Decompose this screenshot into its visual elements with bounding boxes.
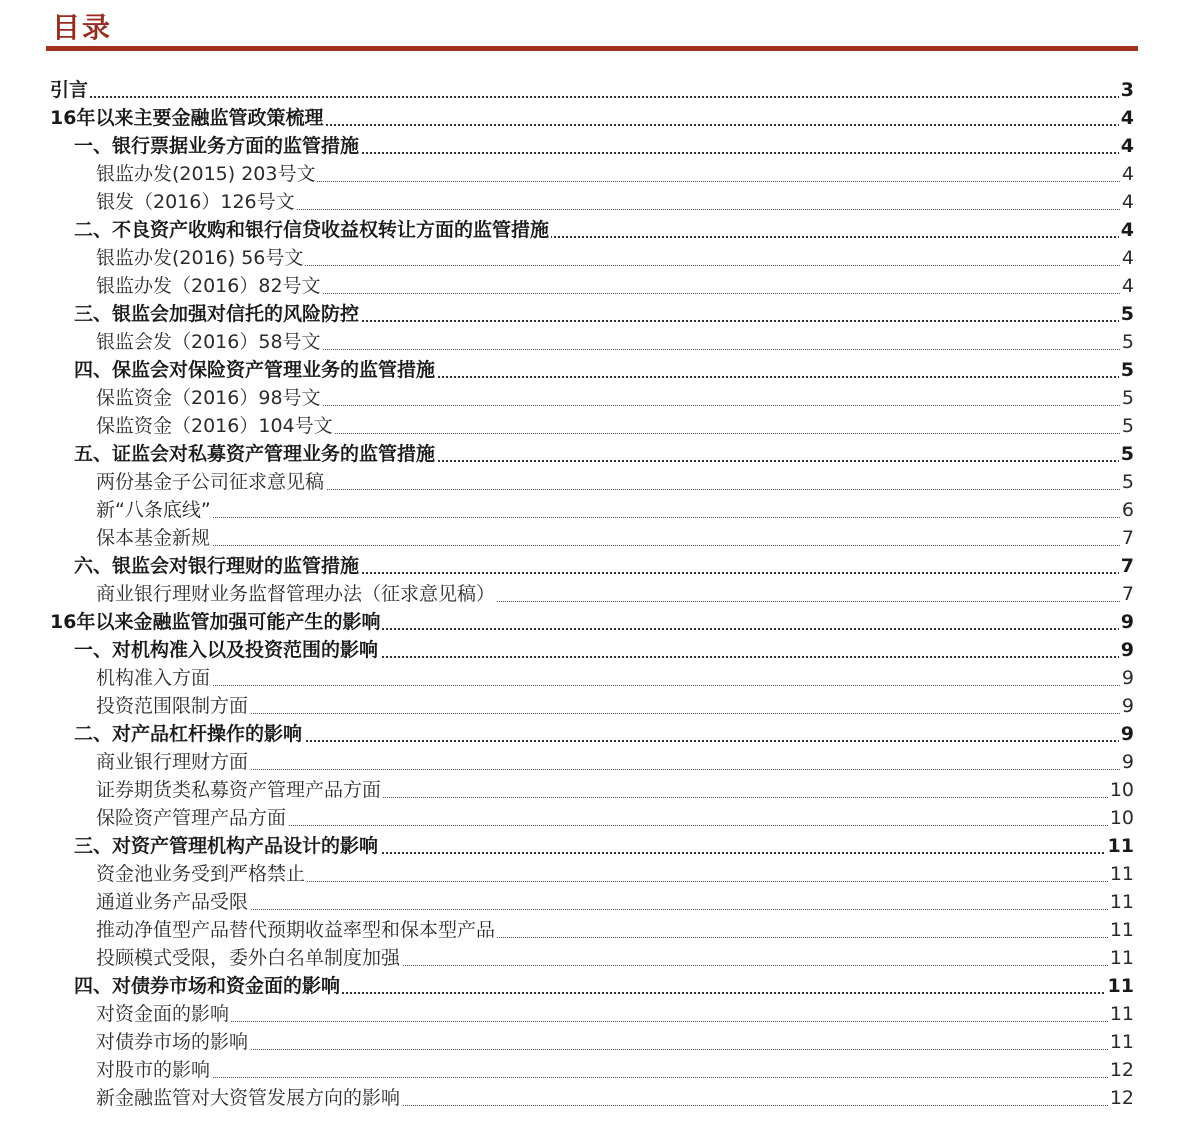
toc-entry[interactable] — [0, 244, 1180, 272]
toc-entry-page-number: 4 — [1120, 160, 1134, 188]
toc-entry-page-number: 4 — [1119, 132, 1134, 160]
toc-entry-page-number: 7 — [1119, 552, 1134, 580]
toc-entry-title: 对股市的影响 — [96, 1056, 212, 1084]
dot-leader — [96, 1049, 1132, 1050]
toc-entry-title: 四、对债券市场和资金面的影响 — [74, 972, 342, 1000]
toc-entry[interactable] — [0, 944, 1180, 972]
toc-entry-page-number: 12 — [1108, 1084, 1134, 1112]
dot-leader — [96, 1077, 1132, 1078]
toc-entry[interactable] — [0, 804, 1180, 832]
toc-entry[interactable] — [0, 188, 1180, 216]
toc-entry-title: 保监资金（2016）98号文 — [96, 384, 323, 412]
toc-entry-title: 投资范围限制方面 — [96, 692, 250, 720]
toc-entry[interactable] — [0, 76, 1180, 104]
toc-entry-page-number: 6 — [1120, 496, 1134, 524]
toc-entry-title: 商业银行理财方面 — [96, 748, 250, 776]
toc-entry-page-number: 9 — [1120, 748, 1134, 776]
toc-entry-page-number: 11 — [1108, 1028, 1134, 1056]
toc-entry[interactable] — [0, 1056, 1180, 1084]
toc-entry[interactable] — [0, 524, 1180, 552]
toc-entry-title: 16年以来主要金融监管政策梳理 — [50, 104, 325, 132]
toc-entry-title: 三、对资产管理机构产品设计的影响 — [74, 832, 380, 860]
toc-entry[interactable] — [0, 216, 1180, 244]
toc-entry-title: 商业银行理财业务监督管理办法（征求意见稿） — [96, 580, 497, 608]
toc-entry-title: 投顾模式受限，委外白名单制度加强 — [96, 944, 402, 972]
toc-entry[interactable] — [0, 580, 1180, 608]
toc-entry-title: 通道业务产品受限 — [96, 888, 250, 916]
toc-entry-title: 16年以来金融监管加强可能产生的影响 — [50, 608, 382, 636]
toc-entry-page-number: 5 — [1119, 440, 1134, 468]
dot-leader — [96, 713, 1132, 714]
dot-leader — [96, 517, 1132, 518]
toc-entry-page-number: 5 — [1120, 468, 1134, 496]
toc-entry-title: 银发（2016）126号文 — [96, 188, 297, 216]
toc-entry-page-number: 4 — [1120, 244, 1134, 272]
toc-entry[interactable] — [0, 160, 1180, 188]
toc-entry-page-number: 4 — [1120, 272, 1134, 300]
toc-entry-page-number: 12 — [1108, 1056, 1134, 1084]
toc-entry-page-number: 5 — [1120, 412, 1134, 440]
toc-entry-page-number: 5 — [1119, 356, 1134, 384]
toc-entry-page-number: 4 — [1120, 188, 1134, 216]
toc-entry[interactable] — [0, 636, 1180, 664]
toc-entry[interactable] — [0, 664, 1180, 692]
toc-entry-page-number: 11 — [1108, 888, 1134, 916]
toc-entry-title: 银监办发(2016) 56号文 — [96, 244, 305, 272]
toc-entry-title: 对债券市场的影响 — [96, 1028, 250, 1056]
toc-entry[interactable] — [0, 412, 1180, 440]
toc-entry-title: 二、对产品杠杆操作的影响 — [74, 720, 304, 748]
toc-entry[interactable] — [0, 972, 1180, 1000]
dot-leader — [96, 909, 1132, 910]
toc-entry-page-number: 3 — [1119, 76, 1134, 104]
toc-entry[interactable] — [0, 1000, 1180, 1028]
toc-entry-page-number: 9 — [1120, 692, 1134, 720]
toc-entry-page-number: 7 — [1120, 580, 1134, 608]
toc-entry-page-number: 11 — [1108, 1000, 1134, 1028]
toc-entry-title: 银监办发(2015) 203号文 — [96, 160, 317, 188]
dot-leader — [96, 769, 1132, 770]
toc-entry-title: 银监会发（2016）58号文 — [96, 328, 323, 356]
toc-entry-title: 对资金面的影响 — [96, 1000, 231, 1028]
toc-entry-page-number: 5 — [1120, 384, 1134, 412]
toc-entry[interactable] — [0, 468, 1180, 496]
toc-entry-title: 五、证监会对私募资产管理业务的监管措施 — [74, 440, 437, 468]
toc-entry[interactable] — [0, 832, 1180, 860]
toc-entry-page-number: 11 — [1106, 972, 1134, 1000]
toc-entry-title: 引言 — [50, 76, 90, 104]
toc-entry-page-number: 4 — [1119, 104, 1134, 132]
toc-entry-title: 二、不良资产收购和银行信贷收益权转让方面的监管措施 — [74, 216, 551, 244]
toc-entry[interactable] — [0, 272, 1180, 300]
toc-entry-page-number: 11 — [1108, 944, 1134, 972]
toc-entry[interactable] — [0, 776, 1180, 804]
toc-entry-title: 新“八条底线” — [96, 496, 213, 524]
page-title: 目录 — [52, 11, 113, 44]
toc-entry-page-number: 9 — [1119, 636, 1134, 664]
toc-entry-title: 新金融监管对大资管发展方向的影响 — [96, 1084, 402, 1112]
toc-entry-page-number: 5 — [1120, 328, 1134, 356]
toc-entry-page-number: 9 — [1119, 608, 1134, 636]
toc-entry-title: 六、银监会对银行理财的监管措施 — [74, 552, 361, 580]
toc-entry[interactable] — [0, 748, 1180, 776]
dot-leader — [96, 1021, 1132, 1022]
toc-entry-page-number: 10 — [1108, 776, 1134, 804]
toc-entry[interactable] — [0, 440, 1180, 468]
toc-entry-title: 资金池业务受到严格禁止 — [96, 860, 307, 888]
toc-entry-title: 保本基金新规 — [96, 524, 212, 552]
toc-entry[interactable] — [0, 608, 1180, 636]
toc-entry-page-number: 9 — [1120, 664, 1134, 692]
toc-entry[interactable] — [0, 1084, 1180, 1112]
toc-entry-page-number: 9 — [1119, 720, 1134, 748]
toc-entry[interactable] — [0, 496, 1180, 524]
toc-entry[interactable] — [0, 860, 1180, 888]
toc-entry[interactable] — [0, 384, 1180, 412]
toc-entry[interactable] — [0, 356, 1180, 384]
toc-entry-title: 两份基金子公司征求意见稿 — [96, 468, 326, 496]
toc-entry[interactable] — [0, 916, 1180, 944]
dot-leader — [96, 685, 1132, 686]
toc-entry[interactable] — [0, 132, 1180, 160]
toc-entry[interactable] — [0, 888, 1180, 916]
toc-entry-title: 一、银行票据业务方面的监管措施 — [74, 132, 361, 160]
toc-entry[interactable] — [0, 692, 1180, 720]
toc-entry-page-number: 7 — [1120, 524, 1134, 552]
toc-entry-title: 一、对机构准入以及投资范围的影响 — [74, 636, 380, 664]
toc-entry-title: 保险资产管理产品方面 — [96, 804, 288, 832]
toc-entry-title: 三、银监会加强对信托的风险防控 — [74, 300, 361, 328]
toc-entry-page-number: 5 — [1119, 300, 1134, 328]
dot-leader — [96, 545, 1132, 546]
toc-entry-page-number: 10 — [1108, 804, 1134, 832]
toc-entry-title: 推动净值型产品替代预期收益率型和保本型产品 — [96, 916, 497, 944]
toc-entry-title: 保监资金（2016）104号文 — [96, 412, 335, 440]
toc-entry[interactable] — [0, 1028, 1180, 1056]
toc-entry-title: 机构准入方面 — [96, 664, 212, 692]
dot-leader — [50, 96, 1132, 98]
toc-entry-title: 证券期货类私募资产管理产品方面 — [96, 776, 383, 804]
toc-entry[interactable] — [0, 104, 1180, 132]
toc-entry[interactable] — [0, 328, 1180, 356]
toc-entry[interactable] — [0, 300, 1180, 328]
table-of-contents — [0, 76, 1180, 1112]
title-divider — [46, 46, 1138, 51]
toc-entry-page-number: 11 — [1108, 860, 1134, 888]
toc-entry[interactable] — [0, 720, 1180, 748]
toc-entry-page-number: 11 — [1106, 832, 1134, 860]
toc-entry[interactable] — [0, 552, 1180, 580]
toc-entry-page-number: 4 — [1119, 216, 1134, 244]
toc-entry-title: 银监办发（2016）82号文 — [96, 272, 323, 300]
toc-entry-page-number: 11 — [1108, 916, 1134, 944]
toc-entry-title: 四、保监会对保险资产管理业务的监管措施 — [74, 356, 437, 384]
